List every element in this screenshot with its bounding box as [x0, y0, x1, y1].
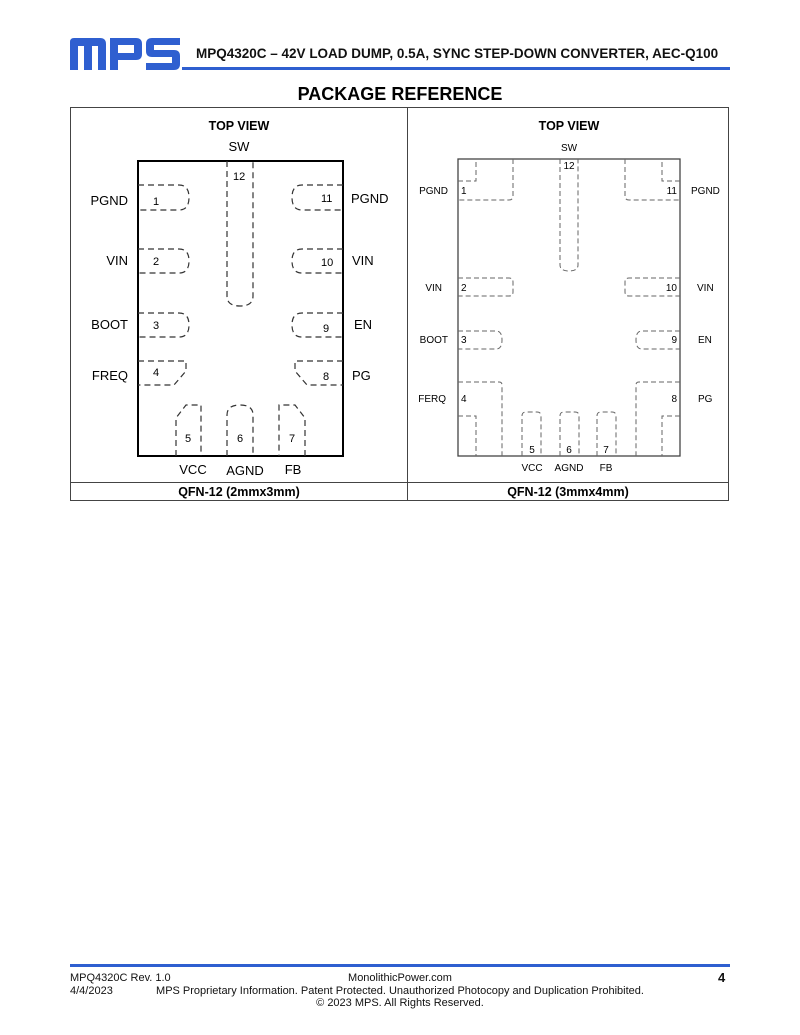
- pin-name-10: VIN: [697, 283, 714, 294]
- pad-10: [292, 249, 343, 273]
- pin-name-5: VCC: [179, 462, 207, 477]
- pin-number-2: 2: [153, 256, 160, 268]
- pin-number-5: 5: [185, 433, 192, 445]
- pin-number-3: 3: [461, 335, 467, 346]
- pin-name-4: FERQ: [418, 394, 446, 405]
- pin-name-12: SW: [228, 139, 250, 154]
- document-title: MPQ4320C – 42V LOAD DUMP, 0.5A, SYNC STEP-DOWN CONVERTER, AEC-Q100: [196, 46, 719, 61]
- footer-date: 4/4/2023: [70, 985, 113, 997]
- pin-number-3: 3: [153, 320, 160, 332]
- pin-name-7: FB: [599, 463, 613, 474]
- pin-number-7: 7: [603, 445, 609, 456]
- pin-number-12: 12: [563, 161, 575, 172]
- pin-number-5: 5: [529, 445, 535, 456]
- row-divider: [71, 482, 728, 483]
- pad-11: [292, 185, 343, 210]
- pin-name-3: BOOT: [419, 335, 448, 346]
- footer-notice: MPS Proprietary Information. Patent Protected. Unauthorized Photocopy and Duplication Prohibited.: [156, 985, 644, 997]
- pin-number-4: 4: [153, 367, 160, 379]
- pin-number-4: 4: [461, 394, 467, 405]
- footer-revision: MPQ4320C Rev. 1.0: [70, 972, 171, 984]
- pin-number-11: 11: [321, 193, 333, 205]
- pin-number-10: 10: [665, 283, 677, 294]
- pad-4: [138, 361, 186, 385]
- footer-copyright: © 2023 MPS. All Rights Reserved.: [316, 997, 484, 1009]
- pin-number-1: 1: [461, 186, 467, 197]
- pin-name-12: SW: [560, 143, 578, 154]
- section-title: PACKAGE REFERENCE: [297, 84, 503, 104]
- pin-name-8: PG: [698, 394, 713, 405]
- pin-name-11: PGND: [351, 191, 389, 206]
- pin-number-7: 7: [289, 433, 296, 445]
- pad-8: [295, 361, 343, 385]
- top-view-label: TOP VIEW: [208, 119, 270, 133]
- pin-name-10: VIN: [352, 253, 374, 268]
- pin-number-12: 12: [233, 171, 246, 183]
- pin-number-11: 11: [666, 186, 677, 197]
- pin-number-6: 6: [237, 433, 244, 445]
- footer-rule: [70, 964, 730, 967]
- pad-3: [138, 313, 189, 337]
- pad-6: [227, 405, 253, 456]
- pin-number-9: 9: [323, 323, 330, 335]
- pin-number-6: 6: [566, 445, 572, 456]
- pin-number-10: 10: [321, 257, 334, 269]
- package-caption-qfn12-2x3: QFN-12 (2mmx3mm): [178, 485, 300, 499]
- pin-name-2: VIN: [106, 253, 128, 268]
- pin-name-9: EN: [354, 317, 373, 332]
- pad-7: [279, 405, 305, 456]
- pad-2: [138, 249, 189, 273]
- mps-logo: [70, 38, 182, 70]
- pin-name-6: AGND: [226, 463, 264, 478]
- pin-name-3: BOOT: [91, 317, 128, 332]
- package-reference-table: [70, 107, 729, 501]
- pad-5: [176, 405, 201, 456]
- top-view-label: TOP VIEW: [538, 119, 600, 133]
- pin-name-9: EN: [698, 335, 712, 346]
- pin-name-7: FB: [284, 462, 302, 477]
- pin-name-11: PGND: [691, 186, 720, 197]
- package-body: [138, 161, 343, 456]
- pin-name-5: VCC: [521, 463, 543, 474]
- pin-number-8: 8: [671, 394, 677, 405]
- pad-12: [560, 159, 578, 271]
- page-number: 4: [718, 970, 726, 985]
- pad-9: [292, 313, 343, 337]
- pin-name-2: VIN: [425, 283, 442, 294]
- qfn12-3x4-pinout: [408, 108, 728, 482]
- pin-name-1: PGND: [90, 193, 128, 208]
- pin-name-8: PG: [352, 368, 371, 383]
- package-body: [458, 159, 680, 456]
- pin-number-1: 1: [153, 196, 160, 208]
- pin-number-8: 8: [323, 371, 330, 383]
- pin-name-4: FREQ: [91, 368, 128, 383]
- pad-1: [138, 185, 189, 210]
- pin-number-9: 9: [671, 335, 677, 346]
- package-caption-qfn12-3x4: QFN-12 (3mmx4mm): [507, 485, 629, 499]
- footer-website: MonolithicPower.com: [348, 972, 452, 984]
- pin-name-1: PGND: [419, 186, 448, 197]
- header-rule: [182, 67, 730, 70]
- pin-name-6: AGND: [554, 463, 584, 474]
- pin-number-2: 2: [461, 283, 467, 294]
- qfn12-2x3-pinout: [71, 108, 407, 482]
